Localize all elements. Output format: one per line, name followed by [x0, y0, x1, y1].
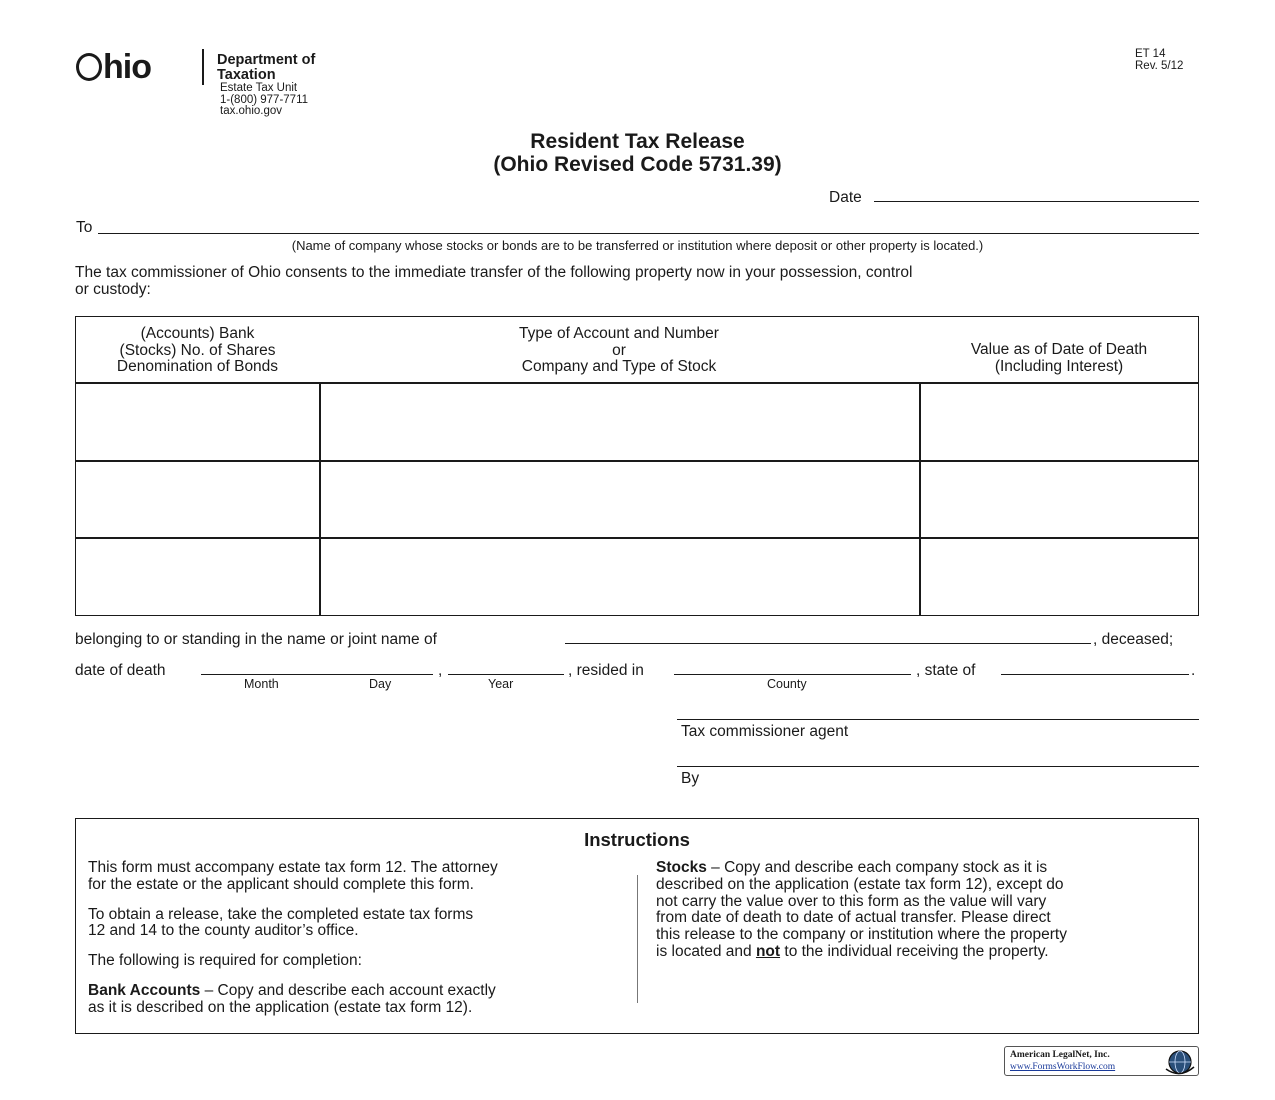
ohio-logo-o-icon [76, 53, 102, 81]
comma-separator: , [438, 662, 443, 679]
column-header-value [919, 342, 1199, 375]
table-cell[interactable] [921, 462, 1199, 537]
year-field[interactable] [448, 674, 564, 675]
agent-label: Tax commissioner agent [681, 723, 849, 740]
year-caption: Year [488, 677, 514, 691]
table-cell[interactable] [76, 539, 319, 615]
by-label: By [681, 770, 700, 787]
unit-info [220, 83, 308, 118]
date-field[interactable] [874, 201, 1199, 202]
instruction-text: This form must accompany estate tax form 12. The attorney [88, 859, 498, 876]
instruction-text: from date of death to date of actual transfer. Please direct [656, 909, 1051, 927]
table-cell[interactable] [921, 539, 1199, 615]
table-cell[interactable] [76, 383, 319, 460]
form-revision: Rev. 5/12 [1135, 60, 1184, 72]
instruction-text: The following is required for completion: [88, 952, 362, 970]
title-line1: Resident Tax Release [530, 130, 745, 153]
column-header-type [319, 326, 919, 376]
date-label: Date [829, 189, 862, 206]
col2-line1: Type of Account and Number [519, 325, 719, 342]
instruction-text: is located and [656, 942, 756, 960]
instruction-text: not carry the value over to this form as the value will vary [656, 892, 1047, 910]
department-name [217, 53, 315, 83]
date-of-death-label: date of death [75, 662, 166, 679]
day-caption: Day [369, 677, 392, 691]
to-caption: (Name of company whose stocks or bonds are to be transferred or institution where deposit or other property is located.) [291, 238, 984, 253]
belonging-label: belonging to or standing in the name or joint name of [75, 631, 437, 648]
by-signature-line[interactable] [677, 766, 1199, 767]
table-cell[interactable] [921, 383, 1199, 460]
page-title [0, 130, 1275, 176]
footer-url[interactable]: www.FormsWorkFlow.com [1010, 1062, 1116, 1072]
table-cell[interactable] [321, 539, 919, 615]
instructions-title: Instructions [584, 829, 690, 850]
month-day-field[interactable] [201, 674, 433, 675]
consent-line2: or custody: [75, 281, 151, 298]
form-number [1135, 48, 1183, 72]
instruction-text: – Copy and describe each account exactly [200, 981, 496, 999]
state-label: , state of [916, 662, 976, 679]
month-caption: Month [244, 677, 279, 691]
col1-line3: Denomination of Bonds [116, 358, 279, 375]
to-label: To [76, 219, 93, 236]
instructions-left-column [88, 860, 628, 1017]
agent-signature-line[interactable] [677, 719, 1199, 720]
col3-line2: (Including Interest) [994, 357, 1124, 375]
dept-line1: Department of [217, 52, 316, 68]
col1-line1: (Accounts) Bank [140, 325, 255, 342]
county-field[interactable] [674, 674, 911, 675]
table-cell[interactable] [321, 462, 919, 537]
period: . [1191, 662, 1196, 679]
unit-phone: 1-(800) 977-7711 [220, 93, 309, 106]
instruction-text: for the estate or the applicant should complete this form. [88, 875, 474, 893]
col2-line2: or [612, 341, 626, 359]
state-field[interactable] [1001, 674, 1189, 675]
form-id: ET 14 [1135, 48, 1166, 60]
resided-label: , resided in [568, 662, 644, 679]
instruction-text: this release to the company or institution where the property [656, 926, 1067, 944]
to-field[interactable] [98, 233, 1199, 234]
globe-icon [1163, 1049, 1197, 1075]
unit-name: Estate Tax Unit [220, 82, 298, 94]
county-caption: County [767, 677, 807, 691]
table-cell[interactable] [321, 383, 919, 460]
instruction-text: 12 and 14 to the county auditor’s office. [88, 922, 359, 940]
table-cell[interactable] [76, 462, 319, 537]
unit-website: tax.ohio.gov [220, 105, 283, 118]
bank-accounts-heading: Bank Accounts [88, 981, 201, 999]
col3-line1: Value as of Date of Death [970, 341, 1148, 358]
property-table [75, 316, 1199, 616]
ohio-logo-text: hio [103, 48, 151, 86]
instruction-text: To obtain a release, take the completed estate tax forms [88, 905, 474, 923]
instruction-text: to the individual receiving the property. [780, 942, 1049, 960]
consent-text [75, 264, 912, 298]
instruction-text: as it is described on the application (estate tax form 12). [88, 998, 473, 1016]
logo-divider [202, 49, 204, 85]
decedent-name-field[interactable] [565, 643, 1091, 644]
stocks-heading: Stocks [656, 859, 707, 876]
instructions-box [75, 818, 1199, 1034]
deceased-label: , deceased; [1093, 631, 1174, 648]
col2-line3: Company and Type of Stock [521, 358, 717, 375]
ohio-logo [76, 48, 151, 86]
title-line2: (Ohio Revised Code 5731.39) [493, 153, 782, 176]
consent-line1: The tax commissioner of Ohio consents to the immediate transfer of the following property now in your possession, control [75, 264, 913, 281]
instructions-right-column [656, 860, 1196, 961]
column-header-accounts [76, 326, 319, 376]
dept-line2: Taxation [217, 67, 276, 83]
footer-badge [1004, 1046, 1199, 1076]
col1-line2: (Stocks) No. of Shares [119, 341, 276, 359]
emphasis-not: not [755, 942, 781, 960]
footer-company: American LegalNet, Inc. [1010, 1050, 1110, 1060]
column-separator [637, 875, 638, 1003]
instruction-text: – Copy and describe each company stock as it is [706, 859, 1048, 876]
instruction-text: described on the application (estate tax form 12), except do [656, 875, 1064, 893]
